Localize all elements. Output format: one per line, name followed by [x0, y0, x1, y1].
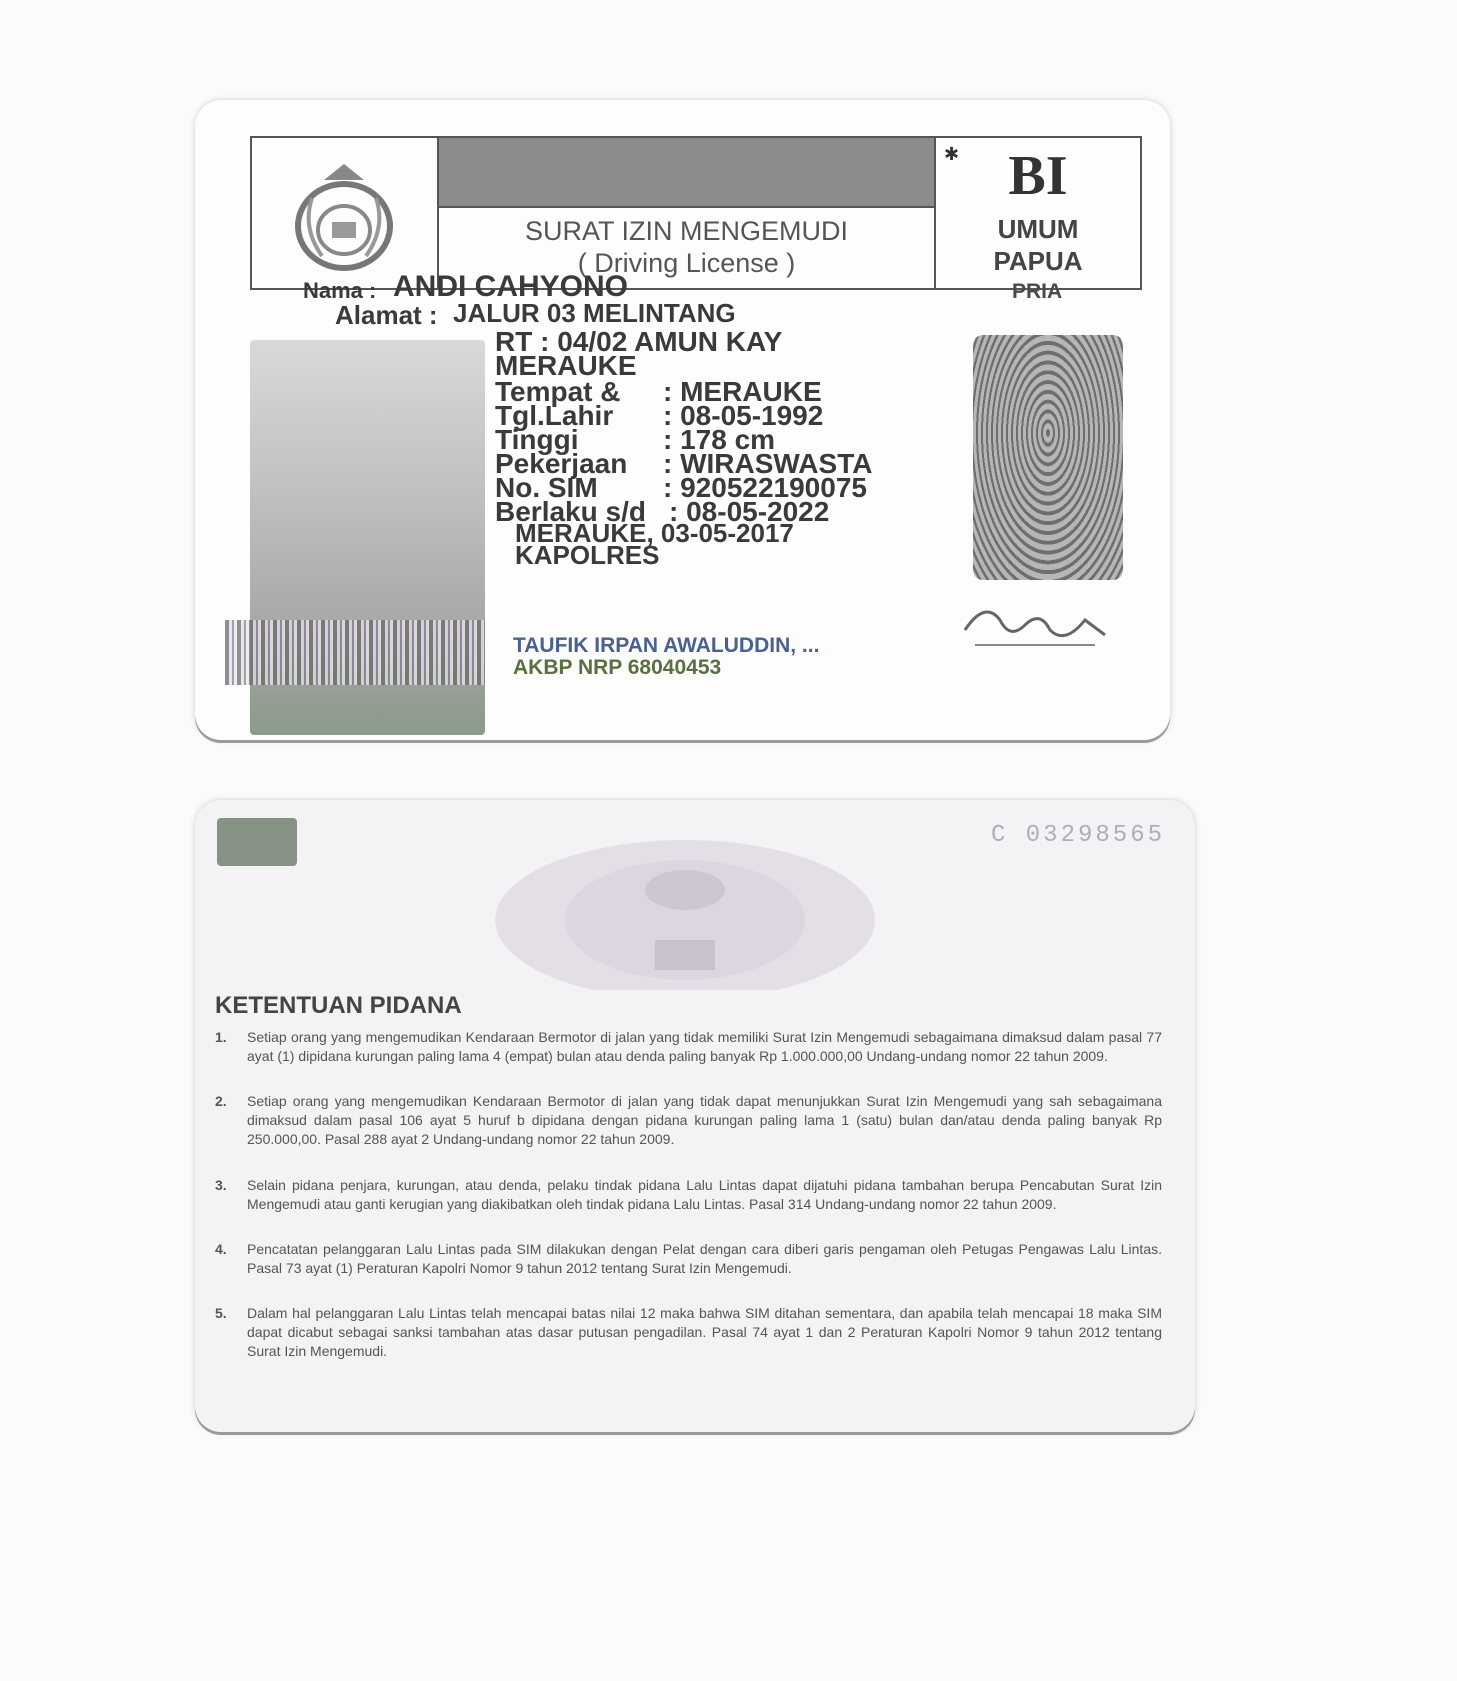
fingerprint — [973, 335, 1123, 580]
rule-text: Setiap orang yang mengemudikan Kendaraan Bermotor di jalan yang tidak dapat menunjukkan Surat Izin Mengemudi yang sah sebagaimana dimaksud dalam pasal 106 ayat 5 huruf b dipidana dengan pidana kurungan paling lama 1 (satu) bulan dan/atau denda paling banyak Rp 250.000,00. Pasal 288 ayat 2 Undang-undang nomor 22 tahun 2009. — [247, 1093, 1162, 1147]
rule-item — [215, 1240, 1165, 1298]
rule-text: Dalam hal pelanggaran Lalu Lintas telah mencapai batas nilai 12 maka bahwa SIM ditahan sementara, dan apabila telah mencapai 18 maka SIM dapat dicabut sebagai sanksi tambahan atas dasar putusan pengadilan. Pasal 74 ayat 1 dan 2 Peraturan Kapolri Nomor 9 tahun 2012 tentang Surat Izin Mengemudi. — [247, 1305, 1162, 1359]
title-bar — [439, 138, 934, 208]
occupation-label: Pekerjaan — [495, 448, 628, 479]
height-value: : 178 cm — [663, 424, 776, 455]
rule-text: Pencatatan pelanggaran Lalu Lintas pada SIM dilakukan dengan Pelat dengan cara diberi garis pengaman oleh Petugas Pengawas Lalu Lintas. Pasal 73 ayat (1) Peraturan Kapolri Nomor 9 tahun 2012 tentang Surat Izin Mengemudi. — [247, 1241, 1162, 1276]
occupation-value: : WIRASWASTA — [663, 448, 873, 479]
license-class: BI — [1008, 145, 1068, 207]
name-label: Nama : — [303, 278, 377, 303]
title-box — [439, 138, 936, 288]
birthplace-value: : MERAUKE — [663, 376, 822, 407]
rule-number: 1. — [215, 1029, 227, 1045]
rule-number: 3. — [215, 1177, 227, 1193]
rule-text: Selain pidana penjara, kurungan, atau denda, pelaku tindak pidana Lalu Lintas dapat dijatuhi pidana tambahan berupa Pencabutan Surat Izin Mengemudi atau ganti kerugian yang diakibatkan oleh tindak pidana Lalu Lintas. Pasal 314 Undang-undang nomor 22 tahun 2009. — [247, 1177, 1162, 1212]
rule-item — [215, 1028, 1165, 1086]
emblem-watermark-icon — [485, 830, 885, 990]
address-line3: MERAUKE — [495, 350, 637, 381]
license-header — [250, 136, 1142, 290]
address-line2: RT : 04/02 AMUN KAY — [495, 326, 783, 357]
issued-place-date: MERAUKE, 03-05-2017 — [515, 518, 794, 548]
serial-number: C 03298565 — [990, 822, 1165, 849]
valid-until-value: : 08-05-2022 — [669, 496, 830, 527]
rule-item — [215, 1176, 1165, 1234]
license-subtitle: ( Driving License ) — [577, 248, 796, 278]
rule-item — [215, 1092, 1165, 1170]
officer-nrp: AKBP NRP 68040453 — [513, 656, 722, 679]
birthdate-value: : 08-05-1992 — [663, 400, 824, 431]
photo-barcode — [225, 620, 485, 685]
address-label: Alamat : — [335, 300, 438, 330]
sim-number-value: : 920522190075 — [663, 472, 867, 503]
rule-number: 5. — [215, 1305, 227, 1321]
license-back-card — [195, 800, 1195, 1432]
rule-number: 2. — [215, 1093, 227, 1109]
officer-name: TAUFIK IRPAN AWALUDDIN, ... — [513, 634, 820, 657]
license-class-box — [936, 138, 1140, 288]
address-line1: JALUR 03 MELINTANG — [453, 298, 736, 328]
birthdate-label: Tgl.Lahir — [495, 400, 614, 431]
license-front-card — [195, 100, 1170, 740]
valid-until-label: Berlaku s/d — [495, 496, 646, 527]
police-emblem-icon — [252, 138, 437, 288]
gender: PRIA — [1012, 280, 1063, 303]
rule-number: 4. — [215, 1241, 227, 1257]
license-title: SURAT IZIN MENGEMUDI — [524, 216, 848, 246]
sim-number-label: No. SIM — [495, 472, 598, 503]
rule-item — [215, 1304, 1165, 1362]
issuer-title: KAPOLRES — [515, 540, 660, 570]
rule-text: Setiap orang yang mengemudikan Kendaraan Bermotor di jalan yang tidak memiliki Surat Izin Mengemudi sebagaimana dimaksud dalam pasal 77 ayat (1) dipidana kurungan paling lama 4 (empat) bulan atau denda paling banyak Rp 1.000.000,00 Undang-undang nomor 22 tahun 2009. — [247, 1029, 1162, 1064]
signature-icon — [955, 590, 1115, 660]
star-icon: ✱ — [944, 144, 960, 164]
security-chip — [217, 818, 297, 866]
birthplace-label: Tempat & — [495, 376, 621, 407]
rules-title: KETENTUAN PIDANA — [215, 992, 462, 1019]
holder-name: ANDI CAHYONO — [393, 270, 629, 303]
height-label: Tinggi — [495, 424, 579, 455]
license-type: UMUM — [997, 214, 1079, 244]
license-region: PAPUA — [993, 246, 1083, 276]
police-emblem-box — [252, 138, 439, 288]
